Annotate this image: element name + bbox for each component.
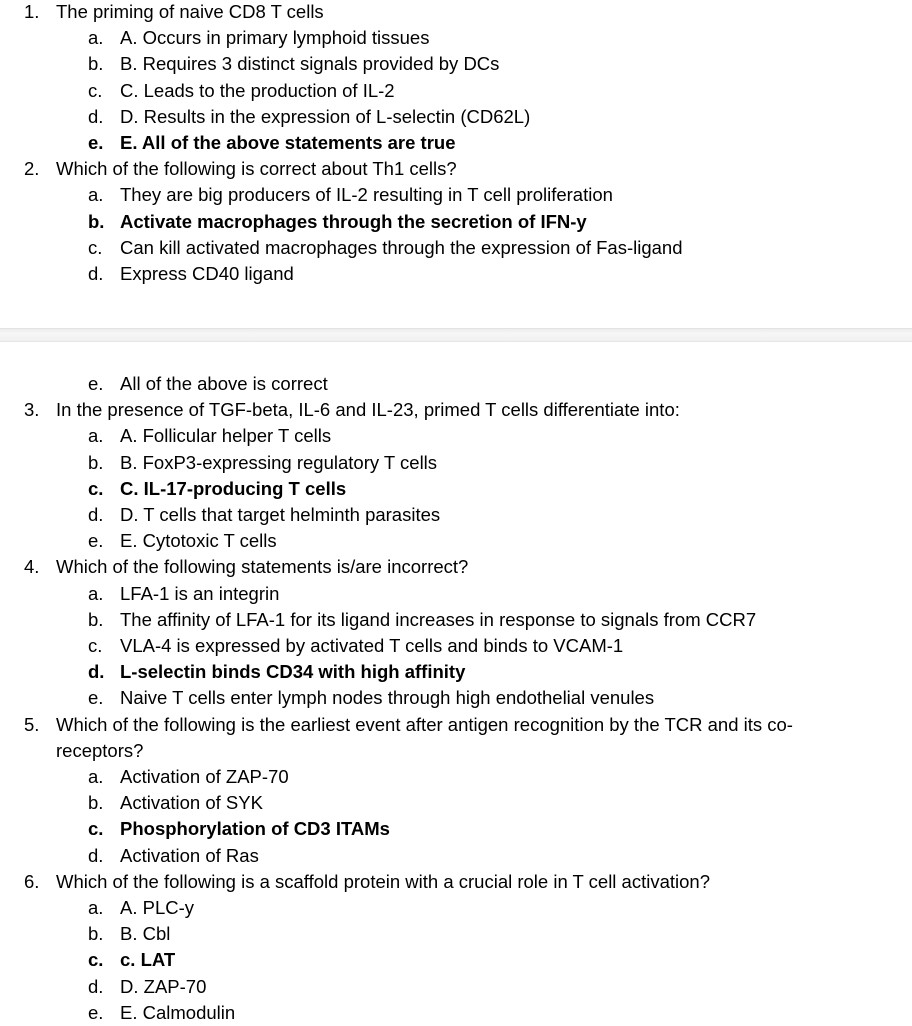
document-page-1 <box>0 0 912 328</box>
option-letter: a. <box>88 425 104 447</box>
option-text: C. Leads to the production of IL-2 <box>120 79 395 101</box>
option-letter: d. <box>88 263 104 284</box>
option-letter: c. <box>88 79 103 101</box>
option-text: The affinity of LFA-1 for its ligand increases in response to signals from CCR7 <box>120 608 757 630</box>
option-text: They are big producers of IL-2 resulting in T cell proliferation <box>120 184 613 206</box>
option-letter: e. <box>88 1001 104 1023</box>
option-text: D. T cells that target helminth parasites <box>120 504 441 525</box>
option-letter: a. <box>88 184 104 206</box>
option-text: B. Requires 3 distinct signals provided by DCs <box>120 53 500 75</box>
option-text: Can kill activated macrophages through the expression of Fas-ligand <box>120 236 683 258</box>
question-number: 3. <box>24 399 40 421</box>
option-letter: e. <box>88 132 104 153</box>
option-text: E. All of the above statements are true <box>120 132 456 153</box>
option-letter: a. <box>88 27 104 49</box>
option-text: Activation of SYK <box>120 792 263 814</box>
question-text: Which of the following statements is/are incorrect? <box>56 556 469 578</box>
question-number: 1. <box>24 1 40 22</box>
option-text: A. PLC-y <box>120 897 195 918</box>
option-text: Activation of Ras <box>120 844 259 866</box>
option-letter: e. <box>88 530 104 552</box>
option-letter: b. <box>88 792 104 814</box>
option-letter: d. <box>88 105 104 127</box>
option-text: Phosphorylation of CD3 ITAMs <box>120 818 390 840</box>
option-letter: d. <box>88 504 104 525</box>
option-letter: e. <box>88 687 104 709</box>
option-text: VLA-4 is expressed by activated T cells and binds to VCAM-1 <box>120 635 624 656</box>
question-text: The priming of naive CD8 T cells <box>56 1 324 22</box>
question-number: 2. <box>24 158 40 180</box>
option-letter: a. <box>88 897 104 918</box>
question-text: In the presence of TGF-beta, IL-6 and IL-23, primed T cells differentiate into: <box>56 399 680 421</box>
option-text: LFA-1 is an integrin <box>120 582 280 604</box>
option-text: Naive T cells enter lymph nodes through high endothelial venules <box>120 687 655 709</box>
option-letter: b. <box>88 53 104 75</box>
option-letter: c. <box>88 949 104 971</box>
question-text: Which of the following is correct about Th1 cells? <box>56 158 457 180</box>
option-text: All of the above is correct <box>120 373 328 394</box>
question-text: receptors? <box>56 739 144 761</box>
option-text: A. Occurs in primary lymphoid tissues <box>120 27 430 49</box>
question-text: Which of the following is the earliest event after antigen recognition by the TCR and its co- <box>56 713 793 735</box>
option-text: C. IL-17-producing T cells <box>120 477 347 499</box>
option-letter: b. <box>88 451 104 473</box>
document-page-2 <box>0 342 912 1024</box>
option-text: B. Cbl <box>120 923 171 945</box>
option-letter: c. <box>88 236 103 258</box>
option-letter: a. <box>88 582 104 604</box>
question-number: 6. <box>24 870 40 892</box>
option-letter: b. <box>88 923 104 945</box>
option-text: D. ZAP-70 <box>120 975 207 997</box>
option-letter: a. <box>88 766 104 787</box>
question-number: 4. <box>24 556 40 578</box>
option-letter: c. <box>88 635 103 656</box>
question-text: Which of the following is a scaffold protein with a crucial role in T cell activation? <box>56 870 710 892</box>
option-text: E. Calmodulin <box>120 1001 236 1023</box>
option-text: L-selectin binds CD34 with high affinity <box>120 661 466 683</box>
option-letter: e. <box>88 373 104 394</box>
option-letter: b. <box>88 210 105 232</box>
option-text: E. Cytotoxic T cells <box>120 530 277 552</box>
option-text: c. LAT <box>120 949 176 971</box>
option-letter: b. <box>88 608 104 630</box>
option-letter: d. <box>88 975 104 997</box>
option-text: B. FoxP3-expressing regulatory T cells <box>120 451 438 473</box>
option-text: D. Results in the expression of L-selectin (CD62L) <box>120 105 531 127</box>
page-break-divider <box>0 328 912 342</box>
question-number: 5. <box>24 713 40 735</box>
option-text: Activate macrophages through the secretion of IFN-y <box>120 210 587 232</box>
option-text: Activation of ZAP-70 <box>120 766 289 787</box>
option-letter: d. <box>88 661 105 683</box>
option-letter: c. <box>88 818 104 840</box>
option-letter: c. <box>88 477 104 499</box>
option-letter: d. <box>88 844 104 866</box>
option-text: Express CD40 ligand <box>120 263 294 284</box>
option-text: A. Follicular helper T cells <box>120 425 332 447</box>
